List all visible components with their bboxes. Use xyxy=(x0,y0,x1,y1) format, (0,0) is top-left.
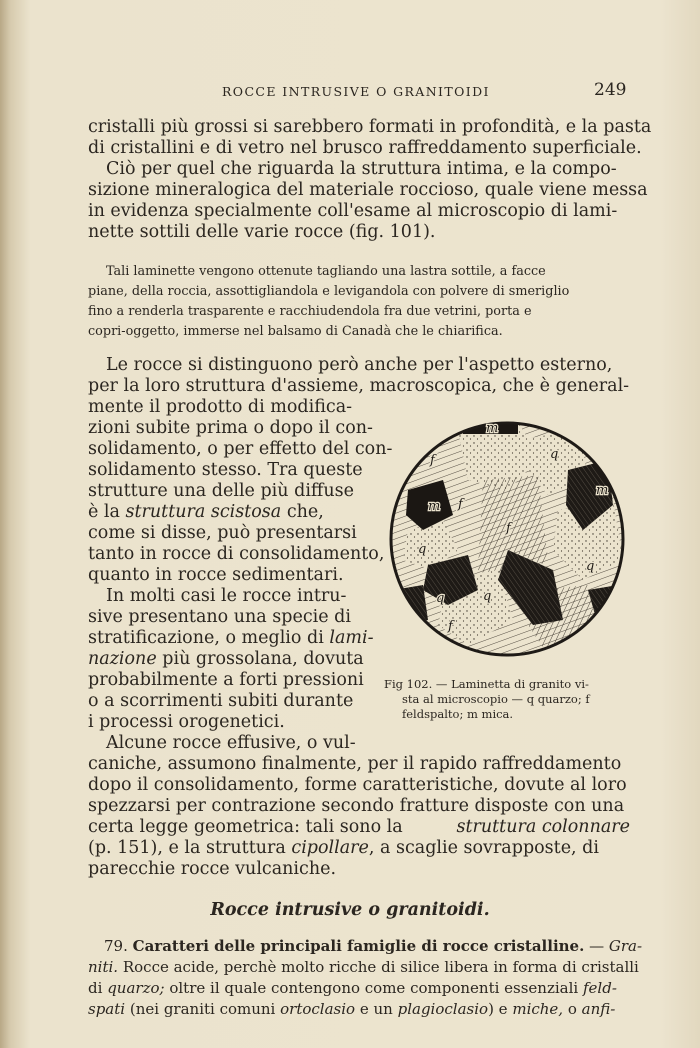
text-line: mente il prodotto di modifica- xyxy=(88,397,353,417)
mica-grain xyxy=(588,585,623,625)
granite-micrograph-figure xyxy=(388,420,626,658)
figure-label: m xyxy=(486,421,499,436)
text-line: In molti casi le rocce intru- xyxy=(106,586,347,606)
figure-label: q xyxy=(550,447,559,462)
figure-caption-line: sta al microscopio — q quarzo; f xyxy=(402,692,590,706)
text-line: probabilmente a forti pressioni xyxy=(88,670,364,690)
text-line: di cristallini e di vetro nel brusco raffreddamento superficiale. xyxy=(88,138,642,158)
note-line: fino a renderla trasparente e racchiudendola fra due vetrini, porta e xyxy=(88,304,532,319)
text-line: stratificazione, o meglio di lami- xyxy=(88,628,374,648)
figure-caption-line: Fig 102. — Laminetta di granito vi- xyxy=(384,677,589,691)
figure-label: q xyxy=(436,591,445,606)
note-line: copri-oggetto, immerse nel balsamo di Canadà che le chiarifica. xyxy=(88,324,503,339)
text-line: niti. Rocce acide, perchè molto ricche di silice libera in forma di cristalli xyxy=(88,958,639,976)
running-title: ROCCE INTRUSIVE O GRANITOIDI xyxy=(222,84,490,99)
figure-label: q xyxy=(586,559,595,574)
text-line: tanto in rocce di consolidamento, xyxy=(88,544,385,564)
text-line: spezzarsi per contrazione secondo fratture disposte con una xyxy=(88,796,625,816)
text-line: solidamento stesso. Tra queste xyxy=(88,460,363,480)
figure-label: m xyxy=(428,499,441,514)
note-line: Tali laminette vengono ottenute tagliando una lastra sottile, a facce xyxy=(106,264,546,279)
text-line: cristalli più grossi si sarebbero formati in profondità, e la pasta xyxy=(88,117,652,137)
text-line: Le rocce si distinguono però anche per l'aspetto esterno, xyxy=(106,355,613,375)
section-heading: Rocce intrusive o granitoidi. xyxy=(210,900,490,920)
text-line: strutture una delle più diffuse xyxy=(88,481,354,501)
text-line: come si disse, può presentarsi xyxy=(88,523,357,543)
figure-label: f xyxy=(458,497,463,512)
text-line: di quarzo; oltre il quale contengono come componenti essenziali feld- xyxy=(88,979,617,997)
text-line: è la struttura scistosa che, xyxy=(88,502,324,522)
figure-label: m xyxy=(596,483,609,498)
figure-caption-line: feldspalto; m mica. xyxy=(402,707,514,721)
text-line: quanto in rocce sedimentari. xyxy=(88,565,344,585)
page-number: 249 xyxy=(594,80,627,100)
figure-label: f xyxy=(430,453,435,468)
text-line: caniche, assumono finalmente, per il rapido raffreddamento xyxy=(88,754,622,774)
figure-label: f xyxy=(506,521,511,536)
text-line: in evidenza specialmente coll'esame al microscopio di lami- xyxy=(88,201,618,221)
figure-label: q xyxy=(418,542,427,557)
text-line: Ciò per quel che riguarda la struttura intima, e la compo- xyxy=(106,159,617,179)
text-line: solidamento, o per effetto del con- xyxy=(88,439,393,459)
text-line: nazione più grossolana, dovuta xyxy=(88,649,364,669)
text-line: 79. Caratteri delle principali famiglie di rocce cristalline. — Gra- xyxy=(104,937,643,955)
text-line: sive presentano una specie di xyxy=(88,607,351,627)
text-line: nette sottili delle varie rocce (fig. 101). xyxy=(88,222,436,242)
text-line: certa legge geometrica: tali sono la struttura colonnare xyxy=(88,817,630,837)
text-line: Alcune rocce effusive, o vul- xyxy=(106,733,356,753)
text-line: o a scorrimenti subiti durante xyxy=(88,691,354,711)
text-line: dopo il consolidamento, forme caratteristiche, dovute al loro xyxy=(88,775,627,795)
text-line: i processi orogenetici. xyxy=(88,712,285,732)
note-line: piane, della roccia, assottigliandola e levigandola con polvere di smeriglio xyxy=(88,284,570,299)
text-line: spati (nei graniti comuni ortoclasio e un plagioclasio) e miche, o anfi- xyxy=(88,1000,616,1018)
figure-label: q xyxy=(483,589,492,604)
text-line: zioni subite prima o dopo il con- xyxy=(88,418,373,438)
text-line: sizione mineralogica del materiale roccioso, quale viene messa xyxy=(88,180,648,200)
text-line: per la loro struttura d'assieme, macroscopica, che è general- xyxy=(88,376,630,396)
figure-label: f xyxy=(448,619,453,634)
text-line: (p. 151), e la struttura cipollare, a scaglie sovrapposte, di xyxy=(88,838,599,858)
text-line: parecchie rocce vulcaniche. xyxy=(88,859,337,879)
